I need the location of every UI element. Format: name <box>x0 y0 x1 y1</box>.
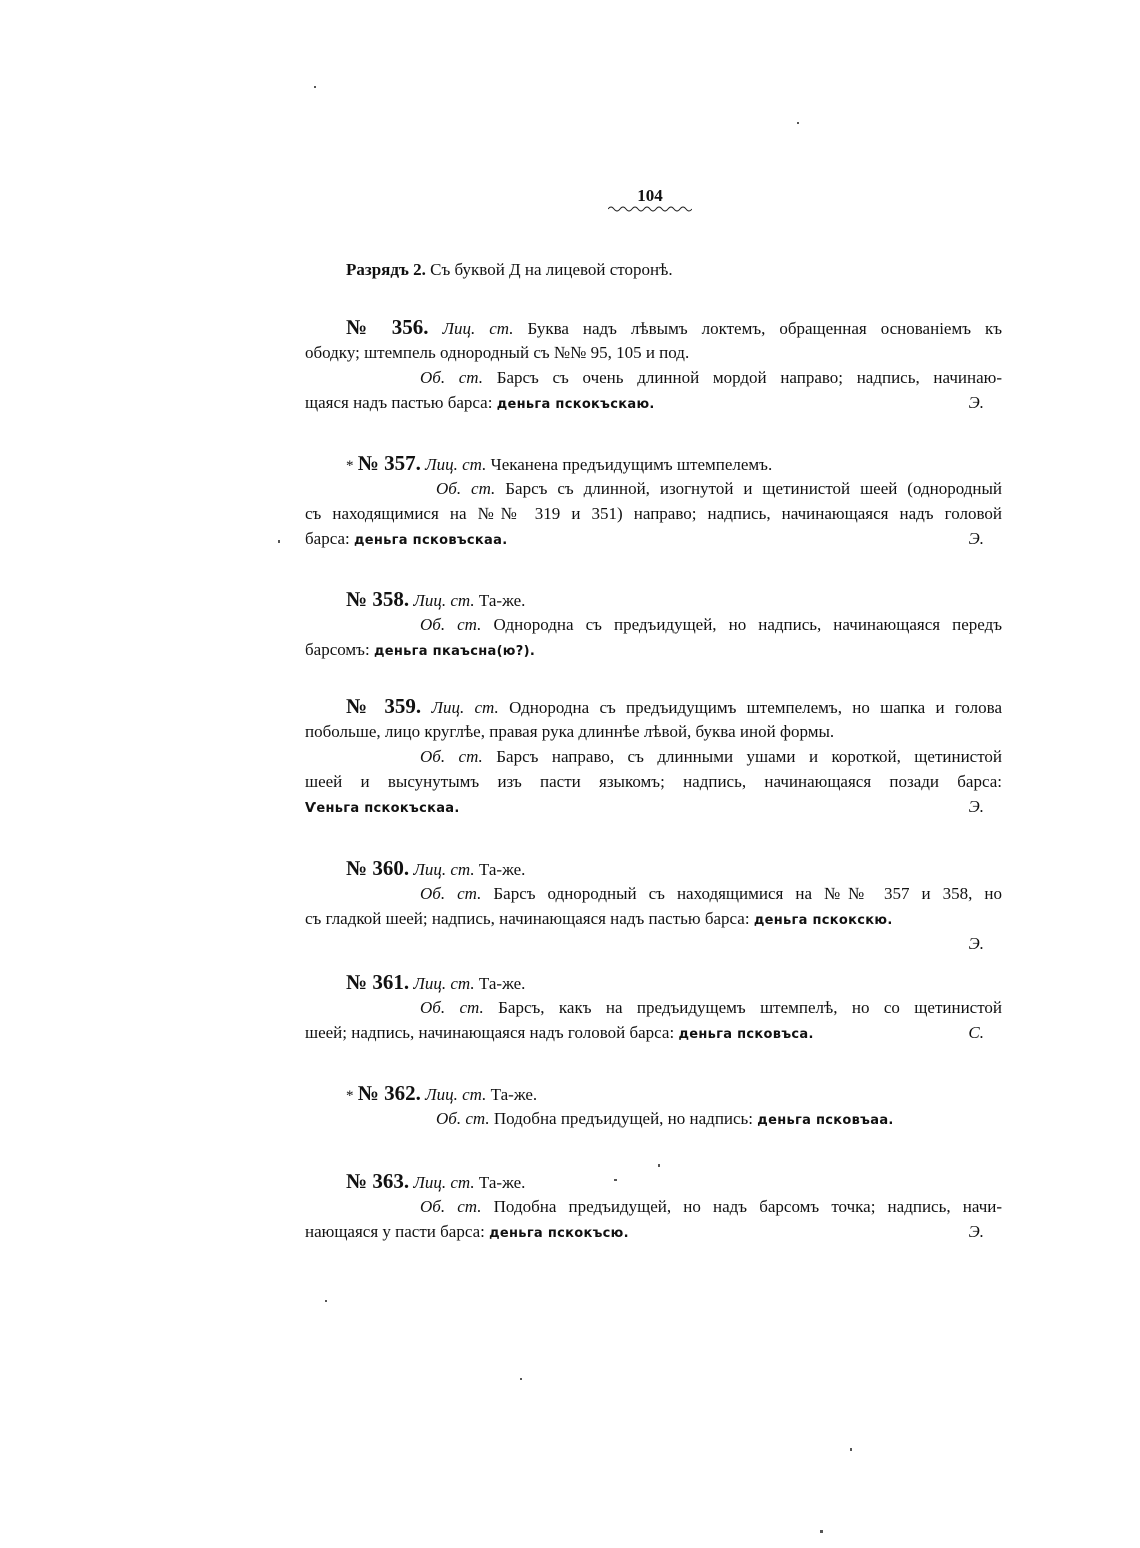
page-number-ornament <box>608 205 692 213</box>
reverse-label: Об. ст. <box>420 368 484 387</box>
reverse-text: Барсъ направо, съ длинными ушами и короткой, щетинистой <box>496 747 1003 766</box>
entry-line <box>305 970 1002 995</box>
entry-line <box>305 612 1002 637</box>
coin-inscription: Ѵеньга пскокъскаа. <box>305 801 460 816</box>
obverse-text: ободку; штемпель однородный съ №№ 95, 105 и под. <box>305 343 690 362</box>
coin-inscription: деньга псковъскаа. <box>353 533 508 548</box>
reverse-text: Барсъ съ длинной, изогнутой и щетинистой шеей (однородный <box>505 479 1003 498</box>
coin-inscription: деньга пскокъсю. <box>489 1226 629 1241</box>
reverse-text: Однородна съ предъидущей, но надпись, начинающаяся передъ <box>493 615 1003 634</box>
obverse-text: Буква надъ лѣвымъ локтемъ, обращенная основаніемъ къ <box>527 319 1003 338</box>
entry-line <box>305 1219 1002 1244</box>
entry-line <box>305 856 1002 881</box>
obverse-text: Та-же. <box>478 1173 526 1192</box>
entry-line <box>305 794 1002 819</box>
scan-speck <box>658 1164 660 1167</box>
scan-speck <box>325 1300 327 1302</box>
entry-line <box>305 390 1002 415</box>
entry-line <box>305 744 1002 769</box>
entry-number: № 360. <box>346 856 410 880</box>
entry-line <box>305 315 1002 340</box>
entry-line <box>305 587 1002 612</box>
entry-line <box>305 694 1002 719</box>
source-mark: С. <box>968 1023 984 1042</box>
reverse-label: Об. ст. <box>436 479 496 498</box>
entry-line <box>305 931 1002 956</box>
entry-line <box>305 451 1002 476</box>
entry-line <box>305 1194 1002 1219</box>
obverse-label: Лиц. ст. <box>413 974 475 993</box>
obverse-label: Лиц. ст. <box>413 860 475 879</box>
reverse-text: щаяся надъ пастью барса: <box>305 393 493 412</box>
section-heading <box>346 260 673 280</box>
reverse-label: Об. ст. <box>436 1109 490 1128</box>
obverse-text: Однородна съ предъидущимъ штемпелемъ, но шапка и голова <box>509 698 1003 717</box>
reverse-text: шеей и высунутымъ изъ пасти языкомъ; надпись, начинающаяся позади барса: <box>305 772 1002 791</box>
coin-inscription: деньга псковъса. <box>678 1027 814 1042</box>
obverse-label: Лиц. ст. <box>425 455 487 474</box>
reverse-text: Подобна предъидущей, но надъ барсомъ точка; надпись, начи- <box>493 1197 1003 1216</box>
reverse-text: Подобна предъидущей, но надпись: <box>493 1109 754 1128</box>
entry-line <box>305 1081 1002 1106</box>
scan-speck <box>614 1179 617 1181</box>
scan-speck <box>797 122 799 124</box>
entry-number: № 356. <box>346 315 429 339</box>
entry-line <box>305 501 1002 526</box>
entry-line <box>305 881 1002 906</box>
catalog-entry-361 <box>305 970 1002 1045</box>
star-mark: * <box>346 458 354 474</box>
entry-number: № 361. <box>346 970 410 994</box>
obverse-text: Та-же. <box>478 591 526 610</box>
reverse-text: Барсъ однородный съ находящимися на №№ 357 и 358, но <box>493 884 1002 903</box>
entry-line <box>305 637 1002 662</box>
entry-number: № 359. <box>346 694 422 718</box>
scan-speck <box>820 1530 823 1533</box>
obverse-text: Та-же. <box>478 974 526 993</box>
entry-line <box>305 476 1002 501</box>
catalog-entry-356 <box>305 315 1002 415</box>
reverse-text: шеей; надпись, начинающаяся надъ головой барса: <box>305 1023 675 1042</box>
reverse-label: Об. ст. <box>420 884 482 903</box>
star-mark: * <box>346 1088 354 1104</box>
reverse-text: нающаяся у пасти барса: <box>305 1222 485 1241</box>
entry-line <box>305 906 1002 931</box>
source-mark: Э. <box>968 1222 984 1241</box>
coin-inscription: деньга пкаъсна(ю?). <box>373 644 536 659</box>
obverse-label: Лиц. ст. <box>431 698 499 717</box>
scan-speck <box>850 1448 852 1451</box>
entry-line <box>305 1106 1002 1131</box>
coin-inscription: деньга пскокскю. <box>753 913 893 928</box>
reverse-text: съ гладкой шеей; надпись, начинающаяся надъ пастью барса: <box>305 909 750 928</box>
coin-inscription: деньга псковъаа. <box>757 1113 894 1128</box>
reverse-text: Барсъ, какъ на предъидущемъ штемпелѣ, но со щетинистой <box>498 998 1003 1017</box>
obverse-label: Лиц. ст. <box>413 591 475 610</box>
catalog-entry-359 <box>305 694 1002 819</box>
reverse-text: барсомъ: <box>305 640 370 659</box>
reverse-text: съ находящимися на №№ 319 и 351) направо; надпись, начинающаяся надъ головой <box>305 504 1002 523</box>
entry-number: № 358. <box>346 587 410 611</box>
obverse-text: побольше, лицо круглѣе, правая рука длиннѣе лѣвой, буква иной формы. <box>305 722 835 741</box>
entry-number: № 363. <box>346 1169 410 1193</box>
obverse-label: Лиц. ст. <box>425 1085 487 1104</box>
source-mark: Э. <box>968 797 984 816</box>
section-title: Съ буквой Д на лицевой сторонѣ. <box>430 260 673 279</box>
catalog-entry-362 <box>305 1081 1002 1131</box>
entry-line <box>305 769 1002 794</box>
reverse-text: барса: <box>305 529 350 548</box>
reverse-label: Об. ст. <box>420 747 483 766</box>
obverse-label: Лиц. ст. <box>442 319 514 338</box>
reverse-label: Об. ст. <box>420 998 484 1017</box>
entry-number: № 362. <box>357 1081 421 1105</box>
source-mark: Э. <box>968 934 984 953</box>
reverse-text: Барсъ съ очень длинной мордой направо; надпись, начинаю- <box>496 368 1003 387</box>
obverse-text: Та-же. <box>490 1085 538 1104</box>
entry-line <box>305 1020 1002 1045</box>
catalog-entry-360 <box>305 856 1002 956</box>
entry-line <box>305 365 1002 390</box>
obverse-label: Лиц. ст. <box>413 1173 475 1192</box>
source-mark: Э. <box>968 529 984 548</box>
section-label: Разрядъ 2. <box>346 260 426 279</box>
entry-line <box>305 995 1002 1020</box>
scan-speck <box>278 540 280 543</box>
entry-line <box>305 340 1002 365</box>
catalog-entry-357 <box>305 451 1002 551</box>
reverse-label: Об. ст. <box>420 615 482 634</box>
source-mark: Э. <box>968 393 984 412</box>
scan-speck <box>314 86 316 88</box>
entry-line <box>305 719 1002 744</box>
catalog-entry-358 <box>305 587 1002 662</box>
obverse-text: Та-же. <box>478 860 526 879</box>
obverse-text: Чеканена предъидущимъ штемпелемъ. <box>490 455 773 474</box>
page-number: 104 <box>637 186 663 205</box>
catalog-entry-363 <box>305 1169 1002 1244</box>
reverse-label: Об. ст. <box>420 1197 482 1216</box>
scan-speck <box>520 1378 522 1380</box>
coin-inscription: деньга пскокъскаю. <box>496 397 655 412</box>
entry-number: № 357. <box>357 451 421 475</box>
entry-line <box>305 526 1002 551</box>
entry-line <box>305 1169 1002 1194</box>
